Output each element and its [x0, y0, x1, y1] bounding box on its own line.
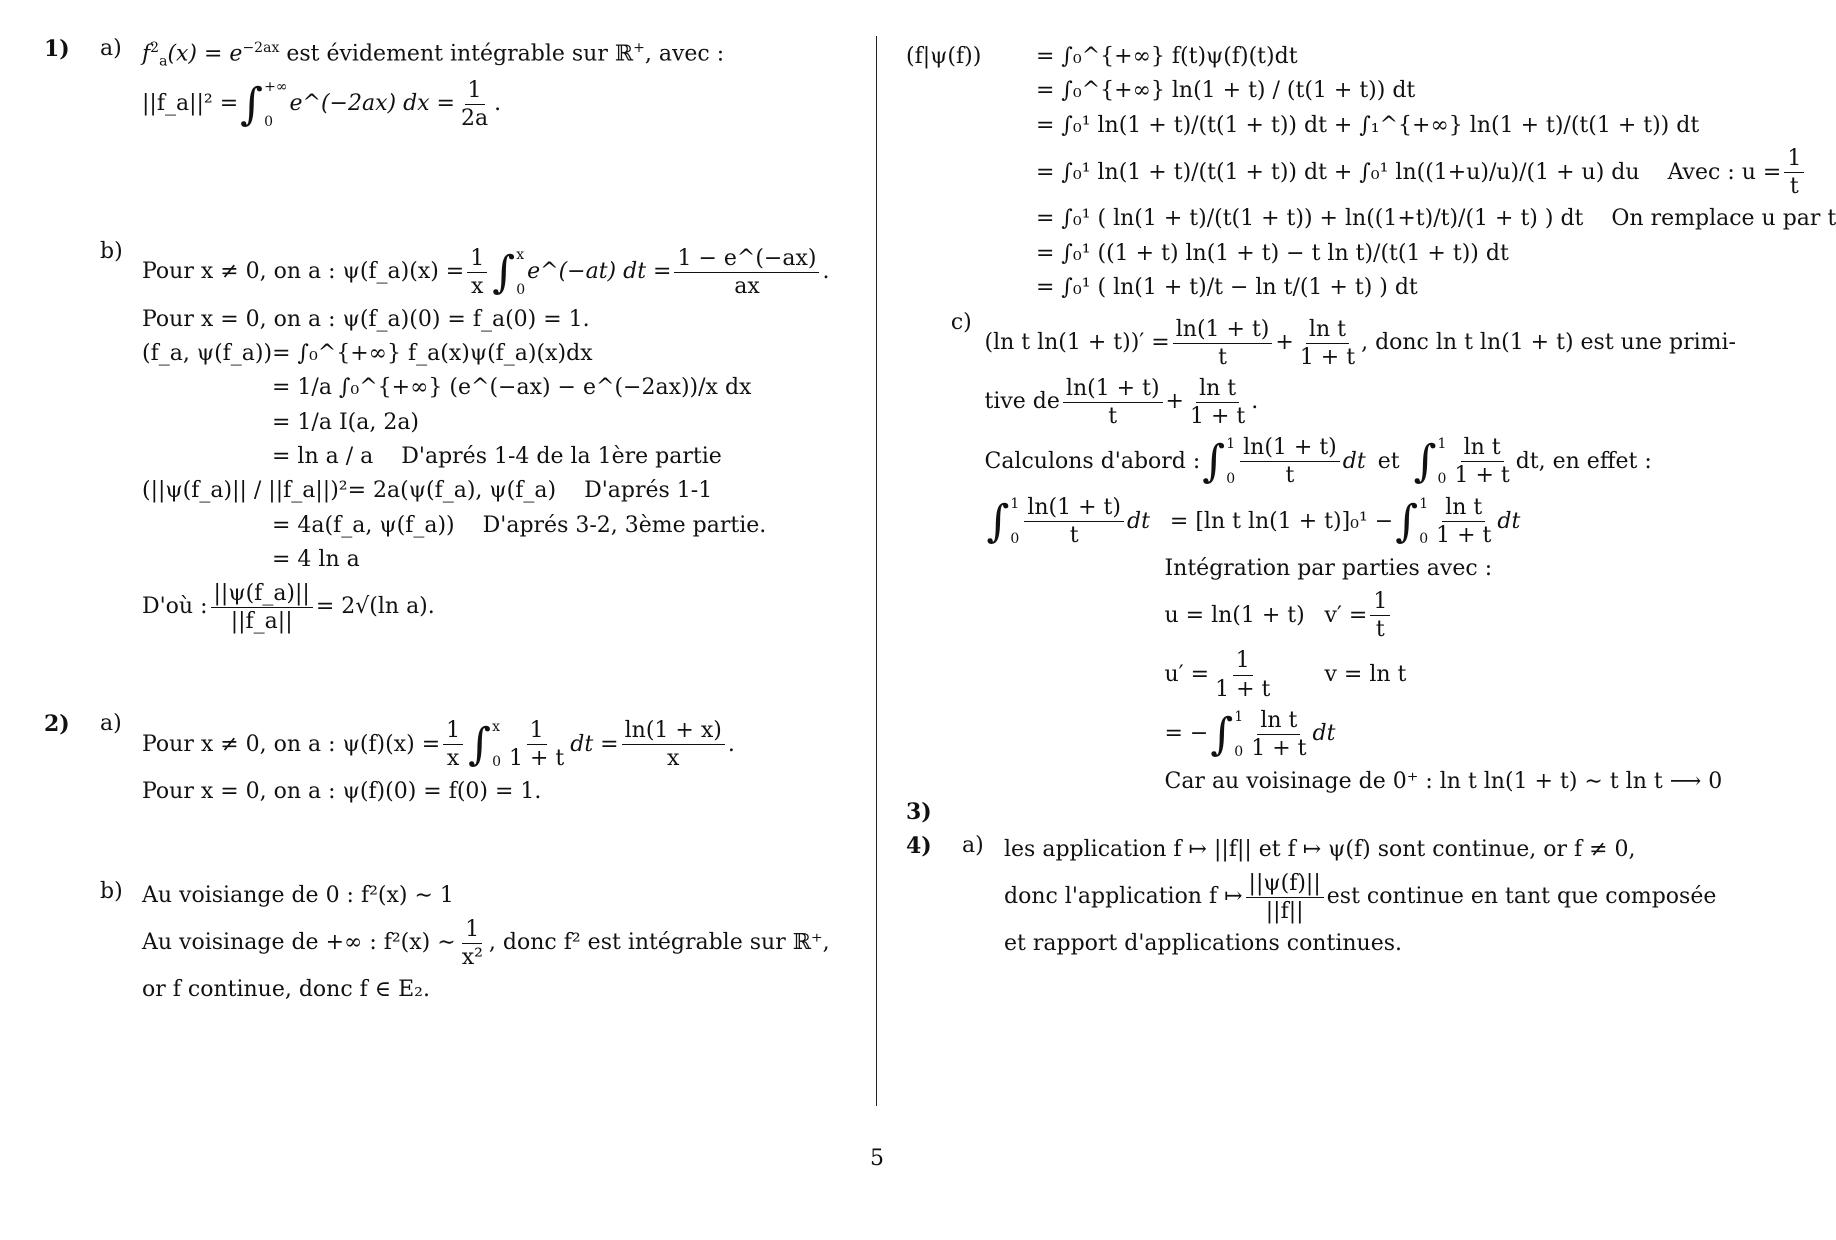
line-c-1: (ln t ln(1 + t))′ = $\frac{\ln(1 + t)}{t}$ + $\frac{\text{ln t}}{1 + t}$ , donc ln t ln(1 + t) est une primi-	[984, 316, 1736, 370]
question-4	[906, 833, 1736, 961]
question-2b	[44, 879, 874, 1007]
line-c-3: Calculons d'abord : ∫ 1 0 $\frac{\ln(1 + t)}{t}$ dt et ∫ 1 0 $\frac{\text{ln t}}{1 + t}$ dt, en effet :	[984, 435, 1652, 489]
fraction: $\frac{1}{2a}$	[460, 77, 489, 132]
line-1a-2: ||f_a||² = ∫ +∞ 0 e^(−2ax) dx = $\frac{1}{2a}$ .	[142, 77, 502, 132]
part-2b	[142, 879, 874, 1007]
part-label: a)	[100, 710, 122, 736]
line-2b-2: Au voisinage de +∞ : f²(x) ∼ $\frac{1}{\text{x²}}$ , donc f² est intégrable sur ℝ⁺,	[142, 916, 830, 970]
eq-1b-7: = 4 ln a	[272, 547, 360, 573]
part-label: a)	[962, 833, 984, 859]
chain-4: = ∫₀¹ ln(1 + t)/(t(1 + t)) dt + ∫₀¹ ln((1+u)/u)/(1 + u) du Avec : u = $\frac{1}{t}$	[906, 147, 1836, 198]
line-1b-2: Pour x = 0, on a : ψ(f_a)(0) = f_a(0) = 1.	[142, 306, 590, 332]
line-2a-2: Pour x = 0, on a : ψ(f)(0) = f(0) = 1.	[142, 778, 542, 804]
line-1b-1: Pour x ≠ 0, on a : ψ(f_a)(x) = $\frac{1}{x}$ ∫ x 0 e^(−at) dt = $\frac{1 - e\^{}(-ax)}{ax}$ .	[142, 245, 830, 300]
chain-1: (f|ψ(f)) = ∫₀^{+∞} f(t)ψ(f)(t)dt	[906, 44, 1298, 69]
question-1	[44, 36, 874, 139]
eq-1b-2: = 1/a ∫₀^{+∞} (e^(−ax) − e^(−2ax))/x dx	[272, 375, 752, 401]
line-2b-3: or f continue, donc f ∈ E₂.	[142, 976, 430, 1002]
question-1b	[44, 239, 874, 641]
eq-1b-6: = 4a(f_a, ψ(f_a)) D'aprés 3-2, 3ème partie .	[272, 512, 767, 538]
chain-5: = ∫₀¹ ( ln(1 + t)/(t(1 + t)) + ln((1+t)/t)/(1 + t) ) dt On remplace u par t	[1036, 206, 1836, 232]
eq-1b-5: (||ψ(f_a)|| / ||f_a||)² = 2a(ψ(f_a), ψ(f_a) D'aprés 1-1	[142, 478, 713, 504]
chain-2: = ∫₀^{+∞} ln(1 + t) / (t(1 + t)) dt	[1036, 78, 1416, 104]
integral: ∫ +∞ 0	[240, 78, 288, 130]
chain-3: = ∫₀¹ ln(1 + t)/(t(1 + t)) dt + ∫₁^{+∞} ln(1 + t)/(t(1 + t)) dt	[1036, 112, 1700, 138]
ipp-line-1: ∫ 1 0 $\frac{\ln(1 + t)}{t}$ dt = [ln t ln(1 + t)]₀¹ − ∫ 1 0 $\frac{\text{ln t}}{1 + t}$ dt	[986, 495, 1521, 549]
line-c-2: tive de $\frac{\ln(1 + t)}{t}$ + $\frac{\text{ln t}}{1 + t}$ .	[984, 375, 1259, 429]
question-number: 4)	[906, 833, 932, 860]
conclusion-1b: D'où : $\frac{||\psi(f\_a)||}{||f\_a||}$ = 2√(ln a).	[142, 580, 435, 634]
question-2	[44, 711, 874, 809]
question-number: 1)	[44, 36, 70, 62]
equation-chain	[906, 36, 1836, 310]
ipp-block: Intégration par parties avec : u = ln(1 + t) v′ = $\frac{1}{t}$ u′ = $\frac{1}{1 + t}$ v = ln t = − ∫ 1 0 $\frac{\text{ln t}}{1 + t}$ dt Car au voisinage de 0⁺ : ln t ln(1 + t) ∼ t ln t ⟶ 0	[1164, 555, 1723, 794]
line-1a-1: $f^2_a(x) = e^{-2ax}$ est évidement intégrable sur ℝ+, avec :	[142, 40, 725, 70]
chain-6: = ∫₀¹ ((1 + t) ln(1 + t) − t ln t)/(t(1 + t)) dt	[1036, 240, 1509, 266]
part-1b	[142, 239, 874, 641]
part-4a: les application f ↦ ||f|| et f ↦ ψ(f) sont continue, or f ≠ 0, donc l'application f ↦ $\frac{||\psi(f)||}{||f||}$ est continue en tant que composée et rapport d'applications continues.	[1004, 837, 1717, 957]
part-c	[984, 310, 1736, 800]
left-column	[44, 36, 874, 1007]
column-divider	[876, 36, 877, 1106]
question-c	[906, 310, 1736, 800]
part-label: b)	[100, 879, 123, 905]
question-number: 3)	[906, 799, 932, 826]
line-2b-1: Au voisiange de 0 : f²(x) ∼ 1	[142, 883, 454, 909]
page-number: 5	[870, 1146, 884, 1171]
part-label: c)	[950, 309, 972, 335]
part-label: b)	[100, 238, 123, 264]
right-column	[906, 36, 1836, 961]
part-2a	[142, 711, 874, 809]
chain-7: = ∫₀¹ ( ln(1 + t)/t − ln t/(1 + t) ) dt	[1036, 275, 1418, 301]
part-label: a)	[100, 36, 122, 61]
question-number: 2)	[44, 710, 70, 737]
question-3	[906, 799, 1736, 825]
eq-1b-4: = ln a / a D'aprés 1-4 de la 1ère partie	[272, 444, 722, 470]
line-2a-1: Pour x ≠ 0, on a : ψ(f)(x) = $\frac{1}{x}$ ∫ x 0 $\frac{1}{1 + t}$ dt = $\frac{\ln(1 + x)}{x}$ .	[142, 718, 735, 772]
eq-1b-3: = 1/a I(a, 2a)	[272, 409, 420, 435]
part-1a	[142, 36, 874, 139]
eq-1b-1: (f_a, ψ(f_a)) = ∫₀^{+∞} f_a(x)ψ(f_a)(x)dx	[142, 340, 593, 366]
